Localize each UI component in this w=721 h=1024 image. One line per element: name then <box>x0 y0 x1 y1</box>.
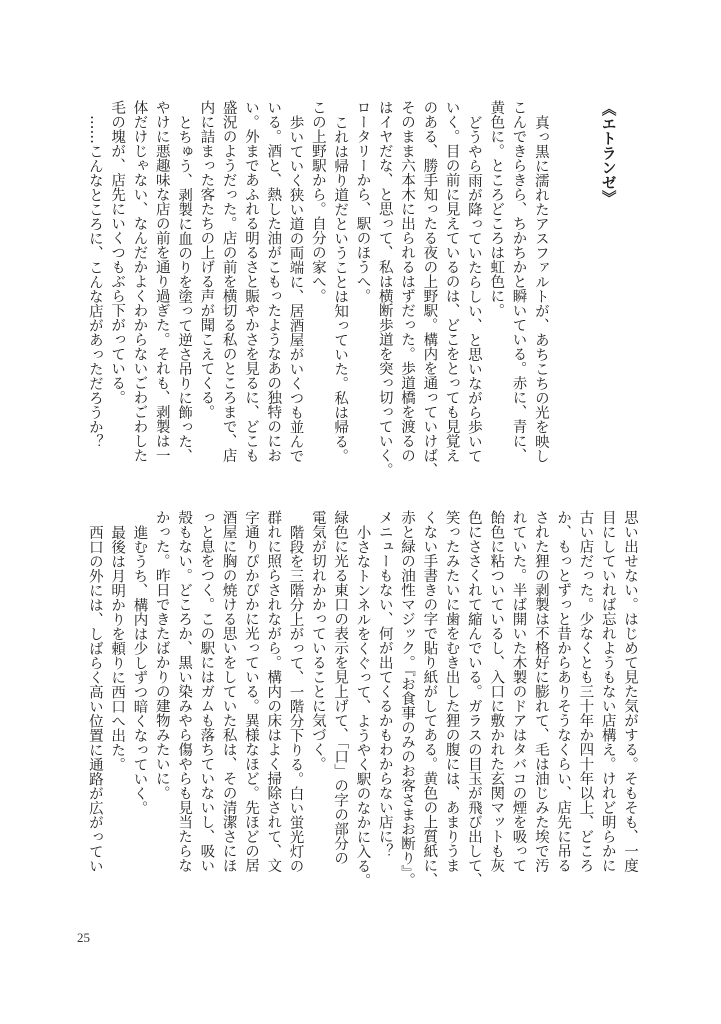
text-column: れていた。半ば開いた木製のドアはタバコの煙を吸って <box>510 510 527 873</box>
text-column: 真っ黒に濡れたアスファルトが、あちこちの光を映し <box>532 114 549 463</box>
text-column: 小さなトンネルをくぐって、ようやく駅のなかに入る。 <box>354 524 371 887</box>
text-column: 飴色に粘ついているし、入口に敷かれた玄関マットも灰 <box>488 510 505 873</box>
text-column: かった。昨日できたばかりの建物みたいに。 <box>153 510 170 800</box>
page-number: 25 <box>77 930 90 945</box>
text-column: された狸の剥製は不格好に膨れて、毛は油じみた埃で汚 <box>532 510 549 873</box>
text-column: 電気が切れかかっていることに気づく。 <box>309 510 326 771</box>
text-column: 群れに照らされながら。構内の床はよく掃除されて、文 <box>265 510 282 873</box>
lower-tier <box>83 510 641 887</box>
text-column: 字通りぴかぴかに光っている。異様なほど。先ほどの居 <box>242 510 259 873</box>
text-column: こんできらきら、ちかちかと瞬いている。赤に、青に、 <box>510 100 527 463</box>
text-column: いく。目の前に見えているのは、どこをとっても見覚え <box>443 100 460 463</box>
text-column: この上野駅から。自分の家へ。 <box>309 100 326 303</box>
text-column: やけに悪趣味な店の前を通り過ぎた。それも、剥製は一 <box>153 100 170 463</box>
text-column: ロータリーから、駅のほうへ。 <box>354 100 371 303</box>
text-column: か、もっとずっと昔からありそうなくらい、店先に吊る <box>555 510 572 873</box>
text-column: 階段を三階分上がって、一階分下りる。白い蛍光灯の <box>287 524 304 873</box>
text-column: 西口の外には、しばらく高い位置に通路が広がってい <box>86 524 103 873</box>
text-column: くない手書きの字で貼り紙がしてある。黄色の上質紙に、 <box>421 510 438 887</box>
text-column: 古い店だった。少なくとも三十年か四十年以上、どころ <box>577 510 594 873</box>
text-column: 進むうち、構内は少しずつ暗くなっていく。 <box>131 524 148 815</box>
text-column: 体だけじゃない、なんだかよくわからないごわごわした <box>131 100 148 463</box>
story-title: 《エトランゼ》 <box>599 101 617 205</box>
text-column: 色にささくれて縮んでいる。ガラスの目玉が飛び出して、 <box>465 510 482 887</box>
text-column: はイヤだな、と思って、私は横断歩道を突っ切っていく。 <box>376 100 393 477</box>
text-column: 酒屋に胸の焼ける思いをしていた私は、その清潔さにほ <box>220 510 237 873</box>
text-column: ……こんなところに、こんな店があっただろうか？ <box>86 114 103 448</box>
text-column: 黄色に。ところどころは虹色に。 <box>488 100 505 318</box>
text-column: 思い出せない。はじめて見た気がする。そもそも、一度 <box>622 510 638 873</box>
text-column: のある、勝手知ったる夜の上野駅。構内を通っていけば、 <box>421 100 438 477</box>
text-column: っと息をつく。この駅にはガムも落ちていないし、吸い <box>198 510 215 873</box>
text-column: 毛の塊が、店先にいくつもぶら下がっている。 <box>109 100 126 405</box>
text-column: これは帰り道だということは知っていた。私は帰る。 <box>332 114 349 463</box>
text-column: メニューもない、何が出てくるかもわからない店に？ <box>376 510 393 858</box>
text-column: 歩いていく狭い道の両端に、居酒屋がいくつも並んで <box>287 114 304 463</box>
text-column: 赤と緑の油性マジック。『お食事のみのお客さまお断り』。 <box>399 510 416 887</box>
text-column: そのまま六本木に出られるはずだった。歩道橋を渡るの <box>399 100 416 463</box>
text-column: 笑ったみたいに歯をむき出した狸の腹には、あまりうま <box>443 510 460 873</box>
text-column: 最後は月明かりを頼りに西口へ出た。 <box>109 524 126 771</box>
text-column: とちゅう、剥製に血のりを塗って逆さ吊りに飾った、 <box>176 114 193 463</box>
text-column: いる。酒と、熱した油がこもったようなあの独特のにお <box>265 100 282 463</box>
text-column: い。外まであふれる明るさと賑やかさを見るに、どこも <box>242 100 259 463</box>
text-column: 緑色に光る東口の表示を見上げて、「口」の字の部分の <box>332 510 349 866</box>
text-column: 殻もない。どころか、黒い染みやら傷やらも見当たらな <box>176 510 193 873</box>
text-column: 目にしていれば忘れようもない店構え。けれど明らかに <box>599 510 616 873</box>
text-column: どうやら雨が降っていたらしい、と思いながら歩いて <box>465 114 482 463</box>
text-column: 盛況のようだった。店の前を横切る私のところまで、店 <box>220 100 237 463</box>
upper-tier <box>83 100 641 477</box>
text-column: 内に詰まった客たちの上げる声が聞こえてくる。 <box>198 100 215 419</box>
